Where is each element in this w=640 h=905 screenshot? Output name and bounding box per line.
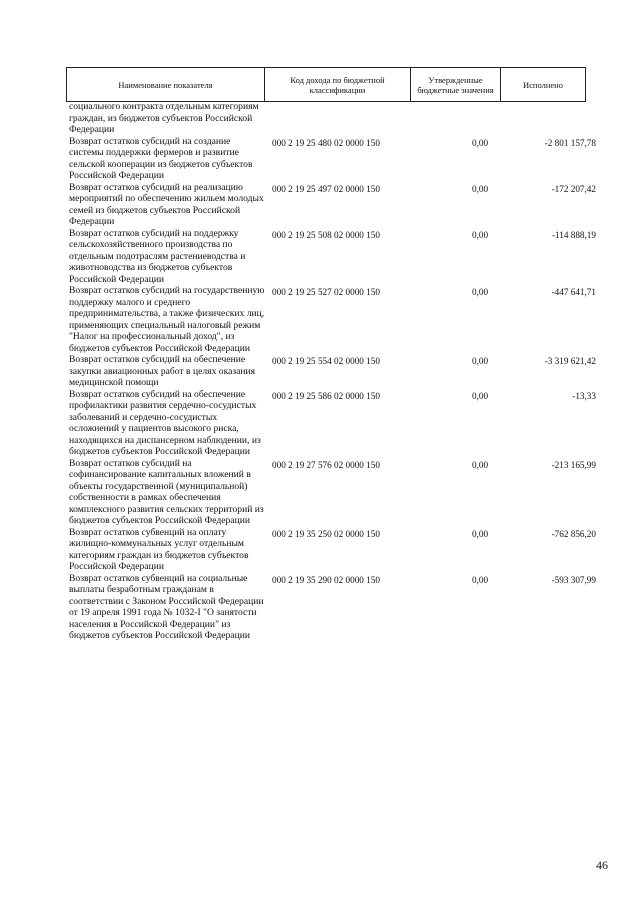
row-approved: 0,00 — [472, 528, 489, 539]
row-executed: -447 641,71 — [551, 287, 596, 297]
page-number: 46 — [596, 858, 608, 872]
row-executed: -114 888,19 — [551, 229, 596, 240]
table-row — [69, 458, 599, 527]
row-executed: -593 307,99 — [551, 574, 596, 585]
table-row — [69, 389, 599, 458]
table-row — [69, 527, 599, 573]
table-row — [69, 136, 599, 182]
continuation-text: социального контракта отдельным категориям граждан, из бюджетов субъектов Российской Федерации — [69, 101, 259, 135]
table-row — [69, 182, 599, 228]
row-name: Возврат остатков субвенций на оплату жилищно-коммунальных услуг отдельным категориям граждан из бюджетов субъектов Российской Федерации — [69, 526, 249, 572]
row-code: 000 2 19 25 480 02 0000 150 — [272, 137, 380, 148]
row-executed: -3 319 621,42 — [544, 356, 596, 366]
row-approved: 0,00 — [472, 137, 489, 148]
row-name: Возврат остатков субсидий на реализацию мероприятий по обеспечению жильем молодых семей из бюджетов субъектов Российской Федерации — [69, 181, 264, 227]
row-code: 000 2 19 35 250 02 0000 150 — [272, 528, 380, 539]
row-code: 000 2 19 25 508 02 0000 150 — [272, 229, 380, 240]
row-approved: 0,00 — [472, 229, 489, 240]
table-row — [69, 285, 599, 354]
row-name: Возврат остатков субсидий на софинансирование капитальных вложений в объекты государственной (муниципальной) собственности в рамках обеспечения комплексного развития сельских территорий из бюджетов субъектов Российской Федерации — [69, 457, 264, 526]
row-code: 000 2 19 25 527 02 0000 150 — [272, 287, 380, 297]
header-executed: Исполнено — [523, 79, 563, 90]
row-name: Возврат остатков субсидий на поддержку сельскохозяйственного производства по отдельным подотраслям растениеводства и животноводства из бюджетов субъектов Российской Федерации — [69, 227, 246, 285]
row-approved: 0,00 — [472, 459, 489, 470]
row-approved: 0,00 — [472, 287, 489, 297]
row-code: 000 2 19 25 586 02 0000 150 — [272, 390, 380, 401]
row-executed: -2 801 157,78 — [544, 137, 596, 148]
table-body — [69, 101, 599, 642]
row-executed: -172 207,42 — [551, 183, 596, 194]
row-executed: -13,33 — [572, 390, 596, 401]
row-executed: -213 165,99 — [551, 459, 596, 470]
row-approved: 0,00 — [472, 390, 489, 401]
row-code: 000 2 19 35 290 02 0000 150 — [272, 574, 380, 585]
row-name: Возврат остатков субсидий на обеспечение профилактики развития сердечно-сосудистых заболеваний и сердечно-сосудистых осложнений у пациентов высокого риска, находящихся на диспансерном наблюдении, из бюджетов субъектов Российской Федерации — [69, 388, 261, 457]
row-executed: -762 856,20 — [551, 528, 596, 539]
row-name: Возврат остатков субсидий на обеспечение закупки авиационных работ в целях оказания медицинской помощи — [69, 354, 256, 388]
header-code: Код дохода по бюджетной классификации — [265, 68, 411, 101]
table-row — [69, 573, 599, 642]
row-code: 000 2 19 27 576 02 0000 150 — [272, 459, 380, 470]
row-name: Возврат остатков субсидий на создание системы поддержки фермеров и развитие сельской кооперации из бюджетов субъектов Российской Федерации — [69, 135, 253, 181]
row-approved: 0,00 — [472, 356, 489, 366]
table-row — [69, 228, 599, 286]
table-row — [69, 354, 599, 389]
row-name: Возврат остатков субсидий на государственную поддержку малого и среднего предпринимательства, а также физических лиц, применяющих специальный налоговый режим "Налог на профессиональный доход", из бюджетов субъектов Российской Федерации — [69, 285, 265, 354]
row-name: Возврат остатков субвенций на социальные выплаты безработным гражданам в соответствии с Законом Российской Федерации от 19 апреля 1991 года № 1032-I "О занятости населения в Российской Федерации" из бюджетов субъектов Российской Федерации — [69, 572, 264, 641]
row-approved: 0,00 — [472, 183, 489, 194]
continuation-row — [69, 101, 599, 136]
row-code: 000 2 19 25 554 02 0000 150 — [272, 356, 380, 366]
row-code: 000 2 19 25 497 02 0000 150 — [272, 183, 380, 194]
header-approved: Утвержденные бюджетные значения — [411, 68, 501, 101]
table-header — [66, 67, 586, 102]
header-name: Наименование показателя — [67, 68, 265, 101]
row-approved: 0,00 — [472, 574, 489, 585]
